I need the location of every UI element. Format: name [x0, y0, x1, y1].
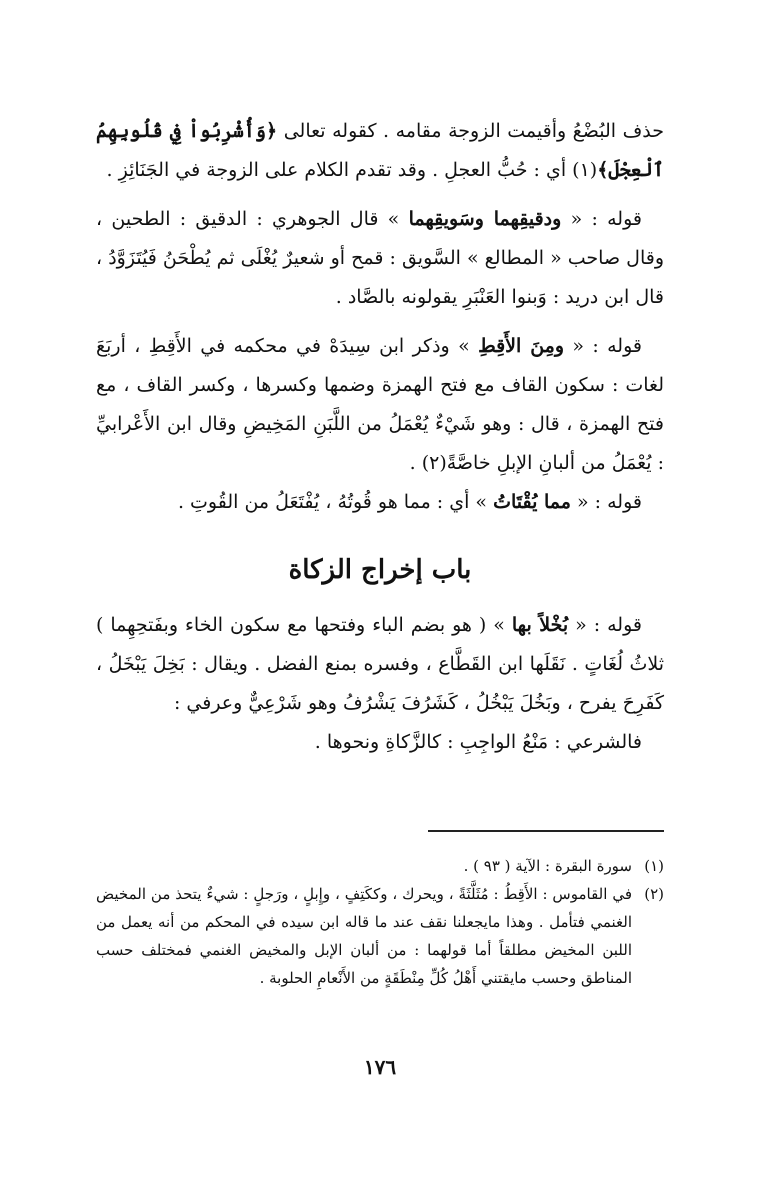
quran-quote: ﴿وَأُشْرِبُواْ فِي قُلُوبِهِمُ ٱلْعِجْلَ﴾ — [96, 120, 664, 181]
text-run: » ( هو بضم الباء وفتحها مع سكون الخاء وبفَتحِهِما ) ثلاثُ لُغَاتٍ . نَقَلَها ابن القَطَّاع ، وفسره بمنع الفضل . ويقال : بَخِلَ يَبْخَلُ ، كَفَرِحَ يفرح ، وبَخُلَ يَبْخُلُ ، كَشَرُفَ يَشْرُفُ وهو شَرْعِيٌّ وعرفي : — [96, 614, 664, 714]
paragraph-3 — [96, 327, 664, 483]
text-run: قوله : « — [568, 614, 642, 636]
paragraph-6: فالشرعي : مَنْعُ الواجِبِ : كالزَّكاةِ ونحوها . — [314, 731, 642, 753]
text-run: قوله : « — [570, 491, 642, 513]
headword: بُخْلاً بها — [511, 614, 569, 636]
footnotes — [96, 852, 664, 992]
headword: ومِنَ الأَقِطِ — [478, 335, 565, 357]
footnote-divider — [428, 830, 664, 832]
text-run: قوله : « — [561, 208, 642, 230]
footnote-text: في القاموس : الأَقِطُ : مُثَلَّثَةً ، ويحرك ، وككَتِفٍ ، وإِبلٍ ، ورَجلٍ : شيءٌ يتحذ من المخيض الغنمي فتأمل . وهذا مايجعلنا نقف عند ما قاله ابن سيده في المحكم من أنه يعمل من اللبن المخيض مطلقاً أما قولهما : من ألبان الإبل والمخيض الغنمي فمختلف حسب المناطق وحسب مايقتني أَهْلُ كُلِّ مِنْطَقَةٍ من الأَنْعامِ الحلوبة . — [96, 885, 632, 987]
paragraph-2 — [96, 200, 664, 317]
page-number: ١٧٦ — [363, 1055, 397, 1079]
paragraph-5 — [96, 606, 664, 723]
footnote-text: سورة البقرة : الآية ( ٩٣ ) . — [463, 857, 632, 875]
text-run: (١) أي : حُبُّ العجلِ . وقد تقدم الكلام على الزوجة في الجَنَائِزِ . — [106, 159, 598, 181]
paragraph-4 — [96, 483, 664, 522]
headword: مما يُقْتَاتُ — [493, 491, 571, 513]
paragraph-1 — [96, 112, 664, 190]
footnote-number: (٢) — [644, 885, 664, 903]
text-run: حذف البُضْعُ وأقيمت الزوجة مقامه . كقوله تعالى — [277, 120, 664, 142]
main-text — [96, 112, 664, 762]
text-run: » قال الجوهري : الدقيق : الطحين ، وقال صاحب « المطالع » السَّويق : قمح أو شعيرٌ يُغْلَى ثم يُطْحَنُ فَيُتَزَوَّدُ ، قال ابن دريد : وَبنوا العَنْبَرِ يقولونه بالصَّاد . — [96, 208, 664, 308]
text-run: » أي : مما هو قُوتُهُ ، يُفْتَعَلُ من القُوتِ . — [177, 491, 494, 513]
footnote-number: (١) — [644, 857, 664, 875]
footnote-2 — [96, 880, 664, 992]
section-heading: باب إخراج الزكاة — [288, 555, 472, 585]
headword: ودقيقِهما وسَويقِهما — [408, 208, 562, 230]
text-run: » وذكر ابن سِيدَهْ في محكمه في الأَقِطِ ، أربَعَ لغات : سكون القاف مع فتح الهمزة وضمها وكسرها ، وكسر القاف ، مع فتح الهمزة ، قال : وهو شَيْءٌ يُعْمَلُ من اللَّبَنِ المَخِيضِ وقال ابن الأَعْرابيِّ : يُعْمَلُ من ألبانِ الإبلِ خاصَّةً(٢) . — [96, 335, 664, 474]
text-run: قوله : « — [564, 335, 642, 357]
footnote-1 — [96, 852, 664, 880]
